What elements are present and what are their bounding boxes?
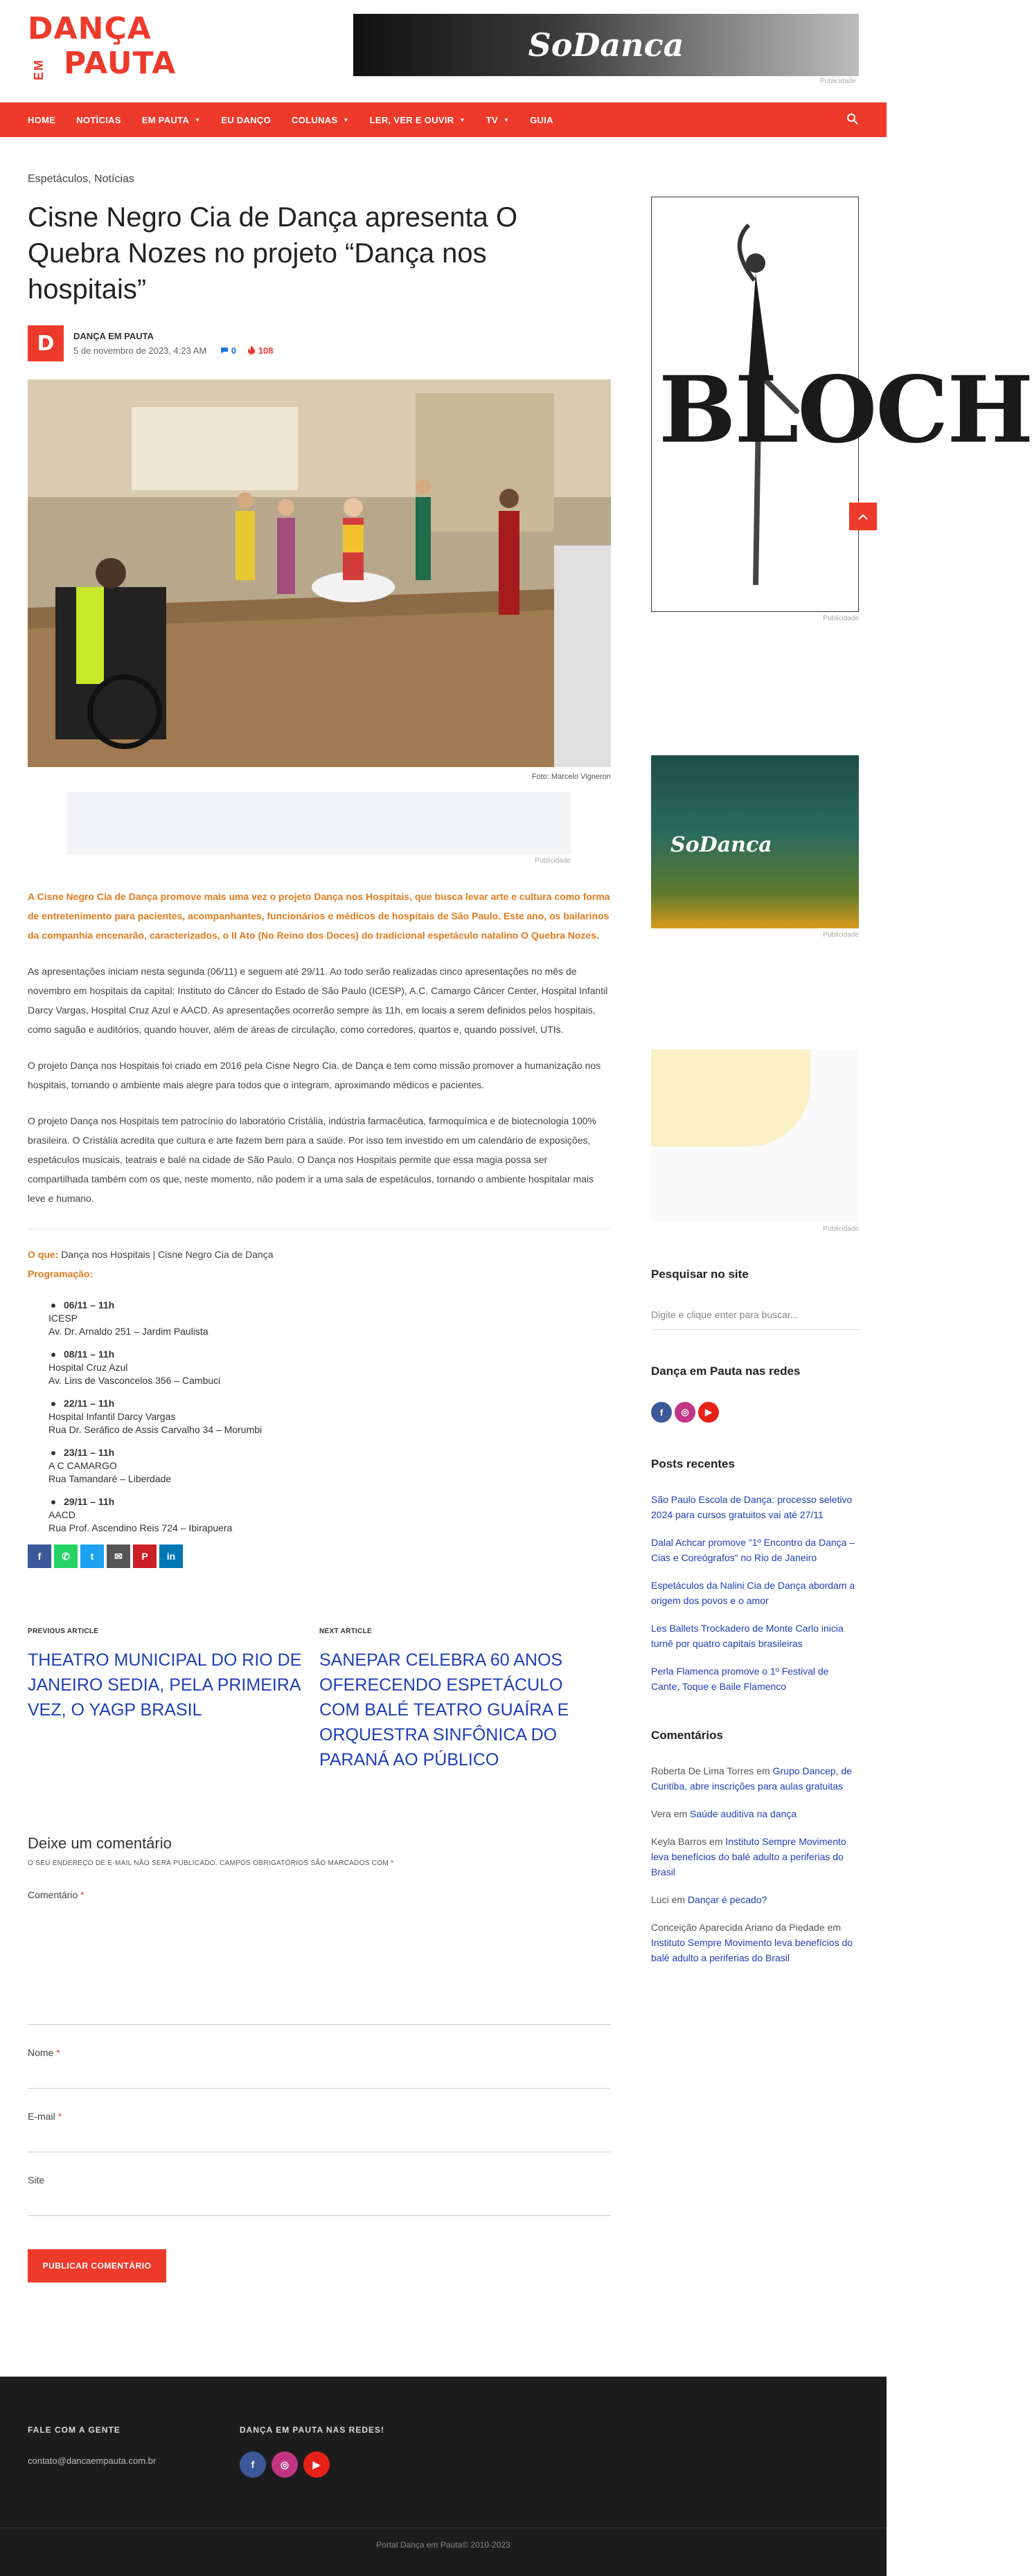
facebook-icon[interactable]: f bbox=[240, 2451, 266, 2478]
views-count bbox=[247, 345, 273, 356]
event-place: Hospital Cruz Azul bbox=[48, 1362, 128, 1373]
sidebar bbox=[651, 197, 1032, 1978]
previous-article-link[interactable]: THEATRO MUNICIPAL DO RIO DE JANEIRO SEDIA, PELA PRIMEIRA VEZ, O YAGP BRASIL bbox=[28, 1650, 302, 1720]
submit-comment-button[interactable]: PUBLICAR COMENTÁRIO bbox=[28, 2249, 166, 2282]
event-address: Rua Dr. Seráfico de Assis Carvalho 34 – Morumbi bbox=[48, 1424, 263, 1435]
comment-item bbox=[651, 1920, 859, 1965]
facebook-icon[interactable]: f bbox=[651, 1402, 672, 1423]
sidebar-search-input[interactable]: Digite e clique enter para buscar... bbox=[651, 1299, 859, 1330]
recent-posts bbox=[651, 1492, 859, 1694]
recent-heading: Posts recentes bbox=[651, 1457, 735, 1470]
instagram-icon[interactable]: ◎ bbox=[272, 2451, 298, 2478]
nav-item-label: GUIA bbox=[530, 114, 553, 125]
chevron-up-icon bbox=[858, 513, 868, 520]
facebook-icon[interactable]: f bbox=[28, 1544, 51, 1568]
event-date: 08/11 – 11h bbox=[48, 1348, 611, 1361]
previous-article-label: PREVIOUS ARTICLE bbox=[28, 1628, 99, 1635]
event-what bbox=[28, 1245, 611, 1264]
nav-item-label: NOTÍCIAS bbox=[76, 114, 121, 125]
event-address: Av. Dr. Arnaldo 251 – Jardim Paulista bbox=[48, 1326, 208, 1337]
article-date: 5 de novembro de 2023, 4:23 AM bbox=[73, 345, 207, 356]
event-item bbox=[48, 1446, 611, 1486]
event-list bbox=[48, 1299, 611, 1535]
inline-ad-publicidade-label: Publicidade bbox=[535, 857, 571, 865]
sidebar-blank-ad[interactable] bbox=[651, 1050, 859, 1223]
square-ad-publicidade-label: Publicidade bbox=[823, 931, 859, 939]
author-avatar-initial: D bbox=[37, 331, 55, 356]
comment-note: O SEU ENDEREÇO DE E-MAIL NÃO SERÁ PUBLICADO. CAMPOS OBRIGATÓRIOS SÃO MARCADOS COM * bbox=[28, 1859, 394, 1867]
comment-item bbox=[651, 1892, 859, 1907]
nav-item-home[interactable] bbox=[28, 115, 55, 125]
recent-comments bbox=[651, 1763, 859, 1965]
comment-post-link[interactable]: Dançar é pecado? bbox=[687, 1894, 767, 1905]
square-ad-brand: SoDanca bbox=[670, 833, 772, 857]
site-header bbox=[0, 0, 887, 102]
comment-post-link[interactable]: Instituto Sempre Movimento leva benefícios do balé adulto a periferias do Brasil bbox=[651, 1836, 846, 1877]
footer-copyright: Portal Dança em Pauta© 2010-2023 bbox=[376, 2540, 510, 2550]
comment-label bbox=[28, 1889, 611, 1900]
nav-item-notícias[interactable] bbox=[76, 115, 121, 125]
blank-ad-publicidade-label: Publicidade bbox=[823, 1225, 859, 1233]
email-input[interactable] bbox=[28, 2122, 611, 2152]
sidebar-tall-ad[interactable] bbox=[651, 197, 1032, 612]
site-label-text: Site bbox=[28, 2174, 45, 2186]
comment-post-link[interactable]: Grupo Dancep, de Curitiba, abre inscrições para aulas gratuitas bbox=[651, 1765, 853, 1792]
program-label: Programação: bbox=[28, 1268, 94, 1279]
event-date: 29/11 – 11h bbox=[48, 1495, 611, 1508]
comment-author: Luci bbox=[651, 1894, 669, 1905]
name-label bbox=[28, 2047, 611, 2058]
views-count-value: 108 bbox=[258, 345, 274, 356]
required-mark: * bbox=[56, 2047, 60, 2058]
comment-label-text: Comentário bbox=[28, 1889, 78, 1900]
event-place: ICESP bbox=[48, 1313, 78, 1324]
comments-count-value: 0 bbox=[231, 345, 237, 356]
event-place: AACD bbox=[48, 1509, 75, 1520]
comment-connector: em bbox=[709, 1836, 723, 1847]
photo-credit: Foto: Marcelo Vigneron bbox=[531, 773, 611, 781]
event-item bbox=[48, 1397, 611, 1436]
main-nav bbox=[0, 102, 887, 137]
comment-item bbox=[651, 1763, 859, 1794]
footer-social-heading: DANÇA EM PAUTA NAS REDES! bbox=[240, 2425, 385, 2435]
social-heading: Dança em Pauta nas redes bbox=[651, 1364, 801, 1378]
event-place: Hospital Infantil Darcy Vargas bbox=[48, 1411, 176, 1422]
comments-count[interactable] bbox=[220, 345, 236, 356]
comment-author: Vera bbox=[651, 1808, 671, 1819]
recent-post-link[interactable]: Les Ballets Trockadero de Monte Carlo inicia turnê por quatro capitais brasileiras bbox=[651, 1623, 844, 1649]
comment-icon bbox=[220, 346, 229, 354]
event-item bbox=[48, 1299, 611, 1338]
required-mark: * bbox=[57, 2111, 62, 2122]
comment-connector: em bbox=[671, 1894, 686, 1905]
comment-item bbox=[651, 1806, 859, 1821]
previous-article bbox=[28, 1628, 319, 1772]
next-article-link[interactable]: SANEPAR CELEBRA 60 ANOS OFERECENDO ESPETÁCULO COM BALÉ TEATRO GUAÍRA E ORQUESTRA SINFÔNICA DO PARANÁ AO PÚBLICO bbox=[319, 1650, 569, 1769]
nav-item-eu-danço[interactable] bbox=[221, 115, 271, 125]
email-label bbox=[28, 2111, 611, 2122]
article-categories[interactable]: Espetáculos, Notícias bbox=[28, 173, 134, 185]
tall-ad-publicidade-label: Publicidade bbox=[823, 615, 859, 622]
name-input[interactable] bbox=[28, 2058, 611, 2089]
name-label-text: Nome bbox=[28, 2047, 54, 2058]
comment-author: Roberta De Lima Torres bbox=[651, 1765, 754, 1776]
linkedin-icon[interactable]: in bbox=[159, 1544, 183, 1568]
email-icon[interactable]: ✉ bbox=[107, 1544, 130, 1568]
site-input[interactable] bbox=[28, 2186, 611, 2216]
event-date: 06/11 – 11h bbox=[48, 1299, 611, 1312]
comment-item bbox=[651, 1834, 859, 1880]
comment-connector: em bbox=[673, 1808, 688, 1819]
event-item bbox=[48, 1348, 611, 1387]
site-logo[interactable] bbox=[28, 12, 187, 82]
footer-contact-heading: FALE COM A GENTE bbox=[28, 2425, 121, 2435]
article-paragraph: As apresentações iniciam nesta segunda (06/11) e seguem até 29/11. Ao todo serão realizadas cinco apresentações no mês de novembro em hospitais da capital: Instituto do Câncer do Estado de São Paulo (ICESP), A.C. Camargo Câncer Center, Hospital Infantil Darcy Vargas, Hospital Cruz Azul e AACD. As apresentações ocorrerão sempre às 11h, em locais a serem definidos pelos hospitais, como saguão e auditórios, quando houver, além de áreas de circulação, como corredores, quartos e, quando possível, UTIs. bbox=[28, 966, 608, 1035]
event-what-label: O que: bbox=[28, 1249, 59, 1260]
author-avatar[interactable] bbox=[28, 325, 64, 361]
recent-post-link[interactable]: Dalal Achcar promove "1º Encontro da Dança – Cias e Coreógrafos" no Rio de Janeiro bbox=[651, 1537, 855, 1563]
article-column bbox=[28, 173, 611, 2282]
footer-email[interactable]: contato@dancaempauta.com.br bbox=[28, 2456, 157, 2466]
event-place: A C CAMARGO bbox=[48, 1460, 117, 1471]
email-label-text: E-mail bbox=[28, 2111, 55, 2122]
logo-word-pauta: PAUTA bbox=[64, 46, 177, 81]
event-address: Rua Prof. Ascendino Reis 724 – Ibirapuera bbox=[48, 1522, 233, 1533]
article-paragraph: O projeto Dança nos Hospitais tem patrocínio do laboratório Cristália, indústria farmacêutica, farmoquímica e de biotecnologia 100% brasileira. O Cristália acredita que cultura e arte fazem bem para a saúde. Por isso tem investido em um calendário de exposições, espetáculos musicais, teatrais e balé na cidade de São Paulo. O Dança nos Hospitais permite que essa magia possa ser compartilhada também com os que, neste momento, não podem ir a uma sala de espetáculos, tornando o ambiente hospitalar mais leve e humano. bbox=[28, 1115, 596, 1204]
nav-item-label: EU DANÇO bbox=[221, 114, 272, 125]
event-address: Rua Tamandaré – Liberdade bbox=[48, 1473, 172, 1484]
logo-word-danca: DANÇA bbox=[28, 11, 152, 46]
youtube-icon[interactable]: ▶ bbox=[303, 2451, 330, 2478]
sidebar-social-links bbox=[651, 1402, 859, 1423]
meta-text bbox=[73, 331, 273, 356]
event-item bbox=[48, 1495, 611, 1535]
post-navigation bbox=[28, 1628, 611, 1772]
pinterest-icon[interactable]: P bbox=[133, 1544, 157, 1568]
comments-heading: Comentários bbox=[651, 1729, 723, 1742]
event-date: 22/11 – 11h bbox=[48, 1397, 611, 1410]
top-banner-brand: SoDanca bbox=[528, 26, 684, 64]
instagram-icon[interactable]: ◎ bbox=[675, 1402, 695, 1423]
nav-item-label: EM PAUTA bbox=[141, 114, 190, 125]
search-icon[interactable] bbox=[846, 113, 859, 125]
event-address: Av. Lins de Vasconcelos 356 – Cambuci bbox=[48, 1375, 221, 1386]
comment-textarea[interactable] bbox=[28, 1907, 611, 2025]
article-lead: A Cisne Negro Cia de Dança promove mais uma vez o projeto Dança nos Hospitais, que busca levar arte e cultura como forma de entretenimento para pacientes, acompanhantes, funcionários e médicos de hospitais de São Paulo. Este ano, os bailarinos da companhia encenarão, caracterizados, o II Ato (No Reino dos Doces) do tradicional espetáculo natalino O Quebra Nozes. bbox=[28, 891, 610, 941]
comment-post-link[interactable]: Instituto Sempre Movimento leva benefícios do balé adulto a periferias do Brasil bbox=[651, 1937, 853, 1963]
flame-icon bbox=[247, 345, 256, 354]
tall-ad-word: BLOCH bbox=[659, 357, 1032, 464]
event-date: 23/11 – 11h bbox=[48, 1446, 611, 1459]
comment-author: Conceição Aparecida Ariano da Piedade bbox=[651, 1922, 825, 1933]
footer-social-links bbox=[240, 2451, 335, 2478]
chevron-down-icon: ▼ bbox=[195, 116, 201, 123]
nav-item-tv[interactable] bbox=[486, 115, 509, 125]
search-heading: Pesquisar no site bbox=[651, 1268, 749, 1281]
meta-line bbox=[73, 345, 273, 356]
share-buttons bbox=[28, 1544, 611, 1568]
nav-item-em-pauta[interactable] bbox=[142, 115, 201, 125]
recent-post-link[interactable]: Espetáculos da Nalini Cia de Dança abordam a origem dos povos e o amor bbox=[651, 1580, 855, 1606]
comment-connector: em bbox=[756, 1765, 770, 1776]
comment-heading: Deixe um comentário bbox=[28, 1835, 172, 1852]
nav-item-guia[interactable] bbox=[530, 115, 553, 125]
article-title: Cisne Negro Cia de Dança apresenta O Quebra Nozes no projeto “Dança nos hospitais” bbox=[28, 202, 518, 305]
recent-post-link[interactable]: São Paulo Escola de Dança: processo seletivo 2024 para cursos gratuitos vai até 27/11 bbox=[651, 1494, 853, 1520]
back-to-top-button[interactable] bbox=[849, 503, 877, 530]
inline-ad[interactable] bbox=[66, 792, 571, 854]
recent-post-link[interactable]: Perla Flamenca promove o 1º Festival de Cante, Toque e Baile Flamenco bbox=[651, 1666, 829, 1692]
nav-item-label: COLUNAS bbox=[292, 114, 338, 125]
chevron-down-icon: ▼ bbox=[459, 116, 465, 123]
logo-word-em: EM bbox=[32, 59, 46, 80]
comment-author: Keyla Barros bbox=[651, 1836, 707, 1847]
author-name[interactable]: DANÇA EM PAUTA bbox=[73, 331, 154, 341]
twitter-icon[interactable]: t bbox=[80, 1544, 104, 1568]
event-what-value: Dança nos Hospitais | Cisne Negro Cia de Dança bbox=[61, 1249, 274, 1260]
site-footer bbox=[0, 2377, 887, 2576]
sidebar-square-ad[interactable] bbox=[651, 755, 859, 928]
comment-connector: em bbox=[827, 1922, 841, 1933]
nav-item-label: HOME bbox=[28, 114, 56, 125]
ad-shape bbox=[651, 1050, 810, 1146]
nav-item-colunas[interactable] bbox=[292, 115, 349, 125]
youtube-icon[interactable]: ▶ bbox=[698, 1402, 719, 1423]
top-banner-ad[interactable] bbox=[353, 14, 859, 76]
site-label bbox=[28, 2174, 611, 2186]
chevron-down-icon: ▼ bbox=[343, 116, 349, 123]
comment-post-link[interactable]: Saúde auditiva na dança bbox=[690, 1808, 797, 1819]
required-mark: * bbox=[80, 1889, 84, 1900]
whatsapp-icon[interactable]: ✆ bbox=[54, 1544, 78, 1568]
nav-item-ler-ver-e-ouvir[interactable] bbox=[370, 115, 465, 125]
article-paragraph: O projeto Dança nos Hospitais foi criado em 2016 pela Cisne Negro Cia. de Dança e tem como missão promover a humanização nos hospitais, tornando o ambiente mais alegre para todos que o integram, aproximando médicos e pacientes. bbox=[28, 1060, 601, 1090]
top-ad-publicidade-label: Publicidade bbox=[820, 78, 856, 85]
nav-item-label: LER, VER E OUVIR bbox=[369, 114, 454, 125]
next-article-label: NEXT ARTICLE bbox=[319, 1628, 373, 1635]
article-meta bbox=[28, 325, 611, 361]
photo-scene bbox=[28, 379, 611, 767]
article-photo bbox=[28, 379, 611, 767]
content-divider bbox=[28, 1229, 611, 1230]
next-article bbox=[319, 1628, 611, 1772]
nav-item-label: TV bbox=[486, 114, 498, 125]
chevron-down-icon: ▼ bbox=[503, 116, 510, 123]
